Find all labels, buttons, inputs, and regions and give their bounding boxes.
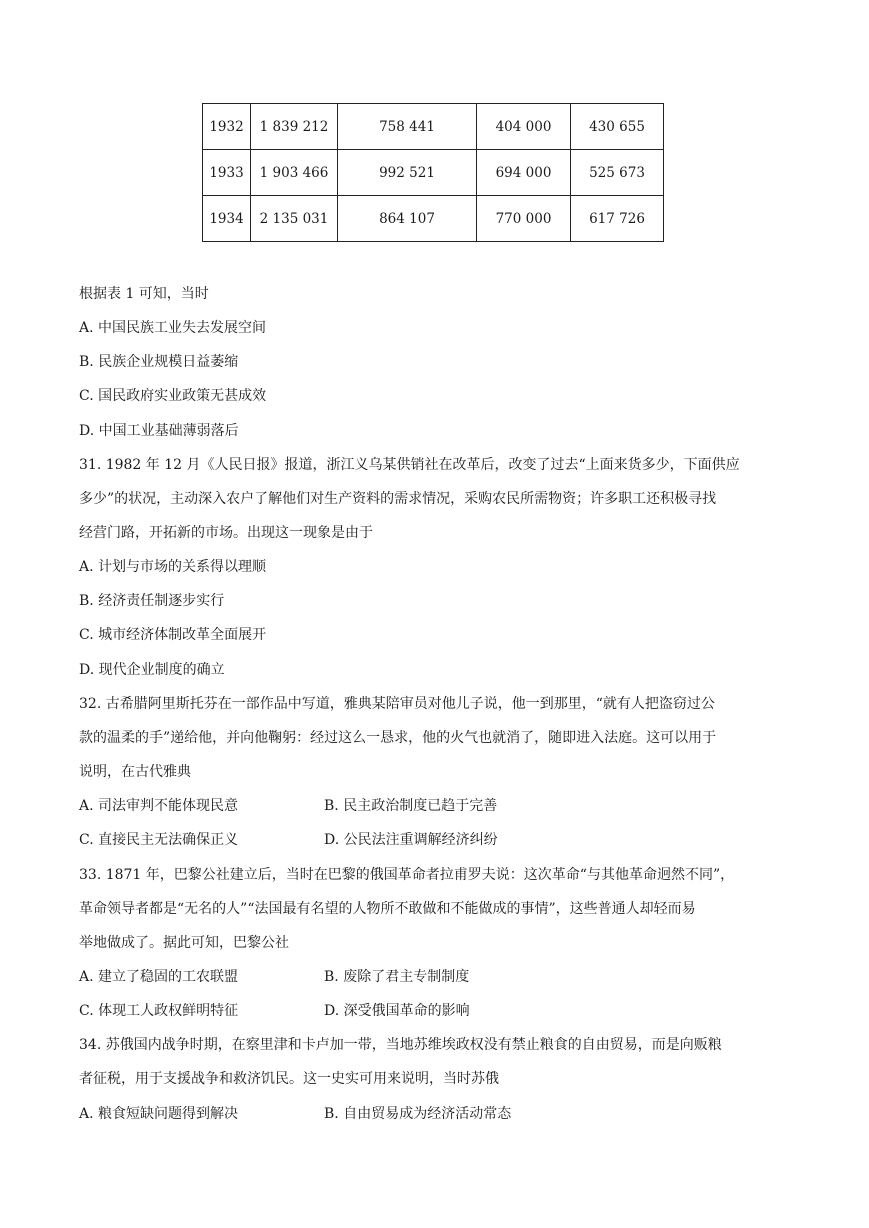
question-33-stem-line-1: 33. 1871 年，巴黎公社建立后，当时在巴黎的俄国革命者拉甫罗夫说：这次革命“与其他革命迥然不同”， [79,867,735,883]
question-33-stem-line-3: 举地做成了。据此可知，巴黎公社 [79,935,289,951]
statistics-table [202,103,664,242]
question-31-stem-line-2: 多少”的状况，主动深入农户了解他们对生产资料的需求情况，采购农民所需物资；许多职工还积极寻找 [79,491,717,507]
question-30-option-b: B. 民族企业规模日益萎缩 [79,354,239,370]
table-cell: 864 107 [338,196,477,242]
question-32-option-b: B. 民主政治制度已趋于完善 [324,798,498,814]
question-31-stem-line-1: 31. 1982 年 12 月《人民日报》报道，浙江义乌某供销社在改革后，改变了过去“上面来货多少，下面供应 [79,457,740,473]
question-30-option-a: A. 中国民族工业失去发展空间 [79,320,267,336]
table-cell: 525 673 [571,150,664,196]
question-33-option-b: B. 废除了君主专制制度 [324,969,470,985]
table-cell: 404 000 [477,104,571,150]
question-34-stem-line-1: 34. 苏俄国内战争时期，在察里津和卡卢加一带，当地苏维埃政权没有禁止粮食的自由贸易，而是向贩粮 [79,1037,722,1053]
question-32-stem-line-2: 款的温柔的手”递给他，并向他鞠躬：经过这么一恳求，他的火气也就消了，随即进入法庭。这可以用于 [79,730,717,746]
table-cell: 770 000 [477,196,571,242]
table-row [203,150,664,196]
table-row [203,104,664,150]
question-31-stem-line-3: 经营门路，开拓新的市场。出现这一现象是由于 [79,525,373,541]
question-33-option-c: C. 体现工人政权鲜明特征 [79,1003,239,1019]
question-32-stem-line-1: 32. 古希腊阿里斯托芬在一部作品中写道，雅典某陪审员对他儿子说，他一到那里，“就有人把盗窃过公 [79,696,715,712]
table-cell: 694 000 [477,150,571,196]
question-31-option-c: C. 城市经济体制改革全面展开 [79,627,267,643]
table-cell: 1933 [203,150,251,196]
question-32-option-d: D. 公民法注重调解经济纠纷 [324,832,498,848]
question-30-stem: 根据表 1 可知，当时 [79,286,209,302]
question-32-stem-line-3: 说明，在古代雅典 [79,764,191,780]
question-31-option-d: D. 现代企业制度的确立 [79,662,225,678]
table-cell: 992 521 [338,150,477,196]
table-cell: 758 441 [338,104,477,150]
question-32-option-a: A. 司法审判不能体现民意 [79,798,239,814]
table-cell: 1 903 466 [251,150,338,196]
question-33-option-a: A. 建立了稳固的工农联盟 [79,969,239,985]
table-row [203,196,664,242]
question-33-option-d: D. 深受俄国革命的影响 [324,1003,470,1019]
table-cell: 2 135 031 [251,196,338,242]
question-31-option-b: B. 经济责任制逐步实行 [79,593,225,609]
table-cell: 617 726 [571,196,664,242]
question-34-option-b: B. 自由贸易成为经济活动常态 [324,1106,512,1122]
question-34-stem-line-2: 者征税，用于支援战争和救济饥民。这一史实可用来说明，当时苏俄 [79,1071,499,1087]
question-33-stem-line-2: 革命领导者都是“无名的人”“法国最有名望的人物所不敢做和不能做成的事情”，这些普通人却轻而易 [79,901,696,917]
table-cell: 1934 [203,196,251,242]
table-cell: 1 839 212 [251,104,338,150]
question-34-option-a: A. 粮食短缺问题得到解决 [79,1106,239,1122]
table-cell: 1932 [203,104,251,150]
question-31-option-a: A. 计划与市场的关系得以理顺 [79,559,267,575]
question-30-option-c: C. 国民政府实业政策无甚成效 [79,388,267,404]
question-30-option-d: D. 中国工业基础薄弱落后 [79,423,239,439]
question-32-option-c: C. 直接民主无法确保正义 [79,832,239,848]
table-cell: 430 655 [571,104,664,150]
